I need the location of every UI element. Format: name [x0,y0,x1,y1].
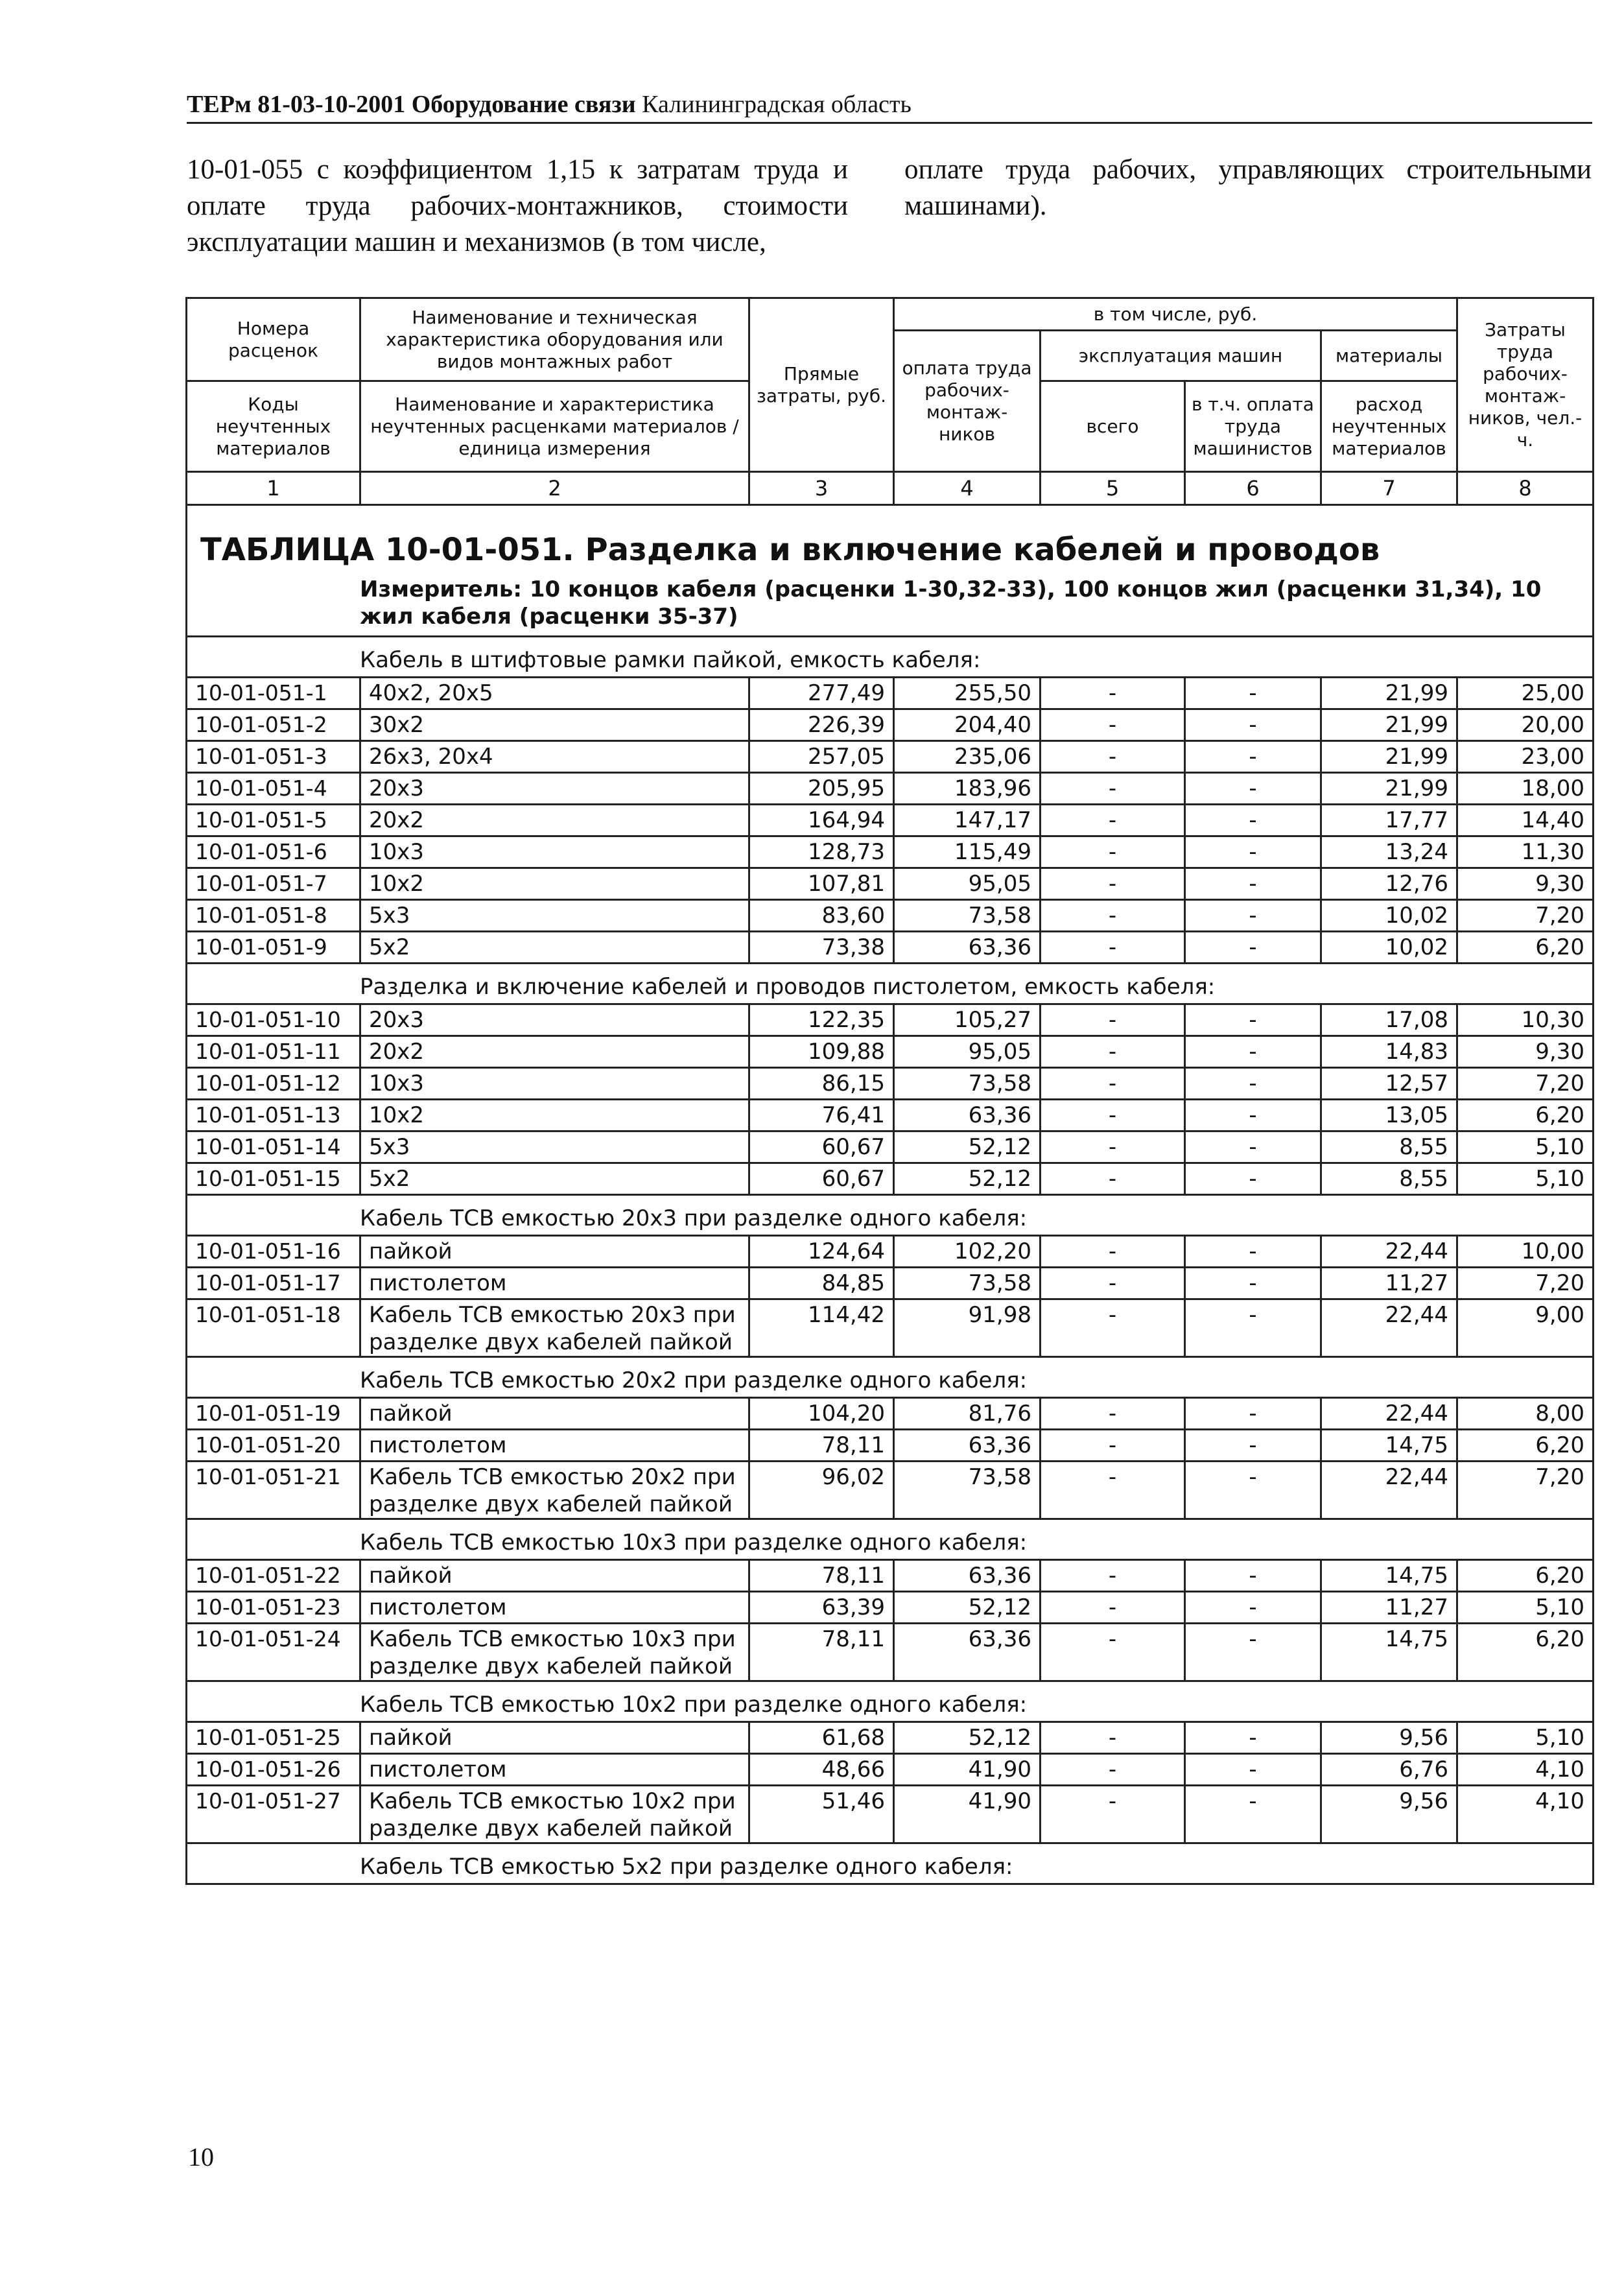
table-row [187,836,1594,868]
materials-cell: 11,27 [1321,1268,1457,1299]
labor-hours-cell: 20,00 [1457,709,1594,741]
table-row [187,678,1594,709]
column-numbers-row [187,472,1594,505]
labor-hours-cell: 25,00 [1457,678,1594,709]
machines-total-cell: - [1041,1163,1185,1195]
rate-code-cell: 10-01-051-16 [187,1236,360,1268]
rate-code-cell: 10-01-051-24 [187,1624,360,1681]
group-title-row [187,1843,1594,1884]
machines-total-cell: - [1041,836,1185,868]
column-number: 7 [1321,472,1457,505]
column-number: 3 [749,472,894,505]
machines-total-cell: - [1041,805,1185,836]
rate-code-cell: 10-01-051-8 [187,900,360,932]
rate-code-cell: 10-01-051-17 [187,1268,360,1299]
labor-pay-cell: 147,17 [894,805,1041,836]
machinists-pay-cell: - [1185,1163,1321,1195]
machinists-pay-cell: - [1185,1430,1321,1462]
rate-code-cell: 10-01-051-22 [187,1560,360,1592]
work-name-cell: 20х2 [360,1036,749,1068]
machinists-pay-cell: - [1185,1299,1321,1357]
labor-pay-cell: 204,40 [894,709,1041,741]
table-row [187,1100,1594,1131]
table-row [187,1430,1594,1462]
machinists-pay-cell: - [1185,836,1321,868]
direct-costs-cell: 86,15 [749,1068,894,1100]
machines-total-cell: - [1041,932,1185,964]
header-total: всего [1041,381,1185,472]
rate-code-cell: 10-01-051-14 [187,1131,360,1163]
labor-pay-cell: 105,27 [894,1004,1041,1036]
machinists-pay-cell: - [1185,1592,1321,1624]
machines-total-cell: - [1041,1560,1185,1592]
rate-code-cell: 10-01-051-15 [187,1163,360,1195]
table-header [187,298,1594,505]
work-name-cell: 20х3 [360,773,749,805]
table-row [187,1592,1594,1624]
materials-cell: 17,77 [1321,805,1457,836]
labor-hours-cell: 5,10 [1457,1163,1594,1195]
column-number: 1 [187,472,360,505]
work-name-cell: пистолетом [360,1430,749,1462]
direct-costs-cell: 48,66 [749,1754,894,1786]
work-name-cell: пистолетом [360,1754,749,1786]
rate-code-cell: 10-01-051-26 [187,1754,360,1786]
direct-costs-cell: 51,46 [749,1786,894,1843]
labor-pay-cell: 63,36 [894,1560,1041,1592]
table-row [187,1786,1594,1843]
materials-cell: 8,55 [1321,1131,1457,1163]
group-title: Кабель в штифтовые рамки пайкой, емкость кабеля: [360,647,981,673]
materials-cell: 21,99 [1321,678,1457,709]
materials-cell: 17,08 [1321,1004,1457,1036]
labor-pay-cell: 95,05 [894,868,1041,900]
labor-hours-cell: 6,20 [1457,1560,1594,1592]
labor-pay-cell: 63,36 [894,1430,1041,1462]
group-title: Кабель ТСВ емкостью 5х2 при разделке одного кабеля: [360,1854,1013,1880]
machines-total-cell: - [1041,741,1185,773]
header-name-desc: Наименование и техническая характеристика оборудования или видов монтажных работ [360,298,749,381]
materials-cell: 11,27 [1321,1592,1457,1624]
table-row [187,1068,1594,1100]
rate-code-cell: 10-01-051-18 [187,1299,360,1357]
intro-right-text: оплате труда рабочих, управляющих строительными машинами). [904,154,1592,221]
measure-text [187,569,1592,635]
work-name-cell: пайкой [360,1560,749,1592]
group-title-row [187,964,1594,1004]
table-row [187,1462,1594,1519]
labor-pay-cell: 183,96 [894,773,1041,805]
machines-total-cell: - [1041,1722,1185,1754]
group-title-row [187,1519,1594,1560]
work-name-cell: 5х3 [360,900,749,932]
machinists-pay-cell: - [1185,932,1321,964]
labor-hours-cell: 18,00 [1457,773,1594,805]
labor-pay-cell: 91,98 [894,1299,1041,1357]
materials-cell: 14,75 [1321,1560,1457,1592]
header-rate-numbers: Номера расценок [187,298,360,381]
header-materials: материалы [1321,331,1457,381]
machinists-pay-cell: - [1185,1398,1321,1430]
labor-pay-cell: 95,05 [894,1036,1041,1068]
header-labor-costs: Затраты труда рабочих-монтаж-ников, чел.-ч. [1457,298,1594,472]
group-title-row [187,637,1594,678]
direct-costs-cell: 78,11 [749,1624,894,1681]
table-row [187,1131,1594,1163]
labor-hours-cell: 14,40 [1457,805,1594,836]
table-row [187,1236,1594,1268]
materials-cell: 9,56 [1321,1722,1457,1754]
labor-pay-cell: 73,58 [894,1268,1041,1299]
direct-costs-cell: 109,88 [749,1036,894,1068]
work-name-cell: 5х3 [360,1131,749,1163]
direct-costs-cell: 257,05 [749,741,894,773]
table-title: ТАБЛИЦА 10-01-051. Разделка и включение кабелей и проводов [200,532,1380,568]
labor-pay-cell: 115,49 [894,836,1041,868]
machines-total-cell: - [1041,1268,1185,1299]
rate-code-cell: 10-01-051-7 [187,868,360,900]
rate-code-cell: 10-01-051-12 [187,1068,360,1100]
labor-hours-cell: 10,00 [1457,1236,1594,1268]
labor-pay-cell: 41,90 [894,1754,1041,1786]
header-materials-use: расход неучтенных материалов [1321,381,1457,472]
machines-total-cell: - [1041,1624,1185,1681]
table-row [187,1299,1594,1357]
table-row [187,709,1594,741]
direct-costs-cell: 164,94 [749,805,894,836]
labor-pay-cell: 41,90 [894,1786,1041,1843]
labor-pay-cell: 63,36 [894,1624,1041,1681]
table-row [187,1036,1594,1068]
machines-total-cell: - [1041,1036,1185,1068]
work-name-cell: 20х3 [360,1004,749,1036]
machines-total-cell: - [1041,1398,1185,1430]
work-name-cell: пистолетом [360,1268,749,1299]
header-codes: Коды неучтенных материалов [187,381,360,472]
direct-costs-cell: 122,35 [749,1004,894,1036]
materials-cell: 14,83 [1321,1036,1457,1068]
rate-code-cell: 10-01-051-19 [187,1398,360,1430]
machines-total-cell: - [1041,1754,1185,1786]
page-number: 10 [188,2142,214,2172]
column-number: 6 [1185,472,1321,505]
column-number: 8 [1457,472,1594,505]
machinists-pay-cell: - [1185,900,1321,932]
header-direct-costs: Прямые затраты, руб. [749,298,894,472]
labor-pay-cell: 81,76 [894,1398,1041,1430]
labor-pay-cell: 63,36 [894,1100,1041,1131]
direct-costs-cell: 84,85 [749,1268,894,1299]
labor-hours-cell: 6,20 [1457,1624,1594,1681]
intro-left-text: 10-01-055 с коэффициентом 1,15 к затратам труда и оплате труда рабочих-монтажников, стоимости эксплуатации машин и механизмов (в том числе, [187,154,848,257]
rate-code-cell: 10-01-051-10 [187,1004,360,1036]
materials-cell: 13,24 [1321,836,1457,868]
machinists-pay-cell: - [1185,1068,1321,1100]
table-row [187,773,1594,805]
labor-hours-cell: 5,10 [1457,1592,1594,1624]
direct-costs-cell: 277,49 [749,678,894,709]
machinists-pay-cell: - [1185,1754,1321,1786]
machinists-pay-cell: - [1185,1131,1321,1163]
machinists-pay-cell: - [1185,868,1321,900]
header-incl-machinists: в т.ч. оплата труда машинистов [1185,381,1321,472]
work-name-cell: Кабель ТСВ емкостью 20х2 при разделке двух кабелей пайкой [360,1462,749,1519]
machines-total-cell: - [1041,709,1185,741]
table-row [187,868,1594,900]
machines-total-cell: - [1041,1131,1185,1163]
measure-value: 10 концов кабеля (расценки 1-30,32-33), 100 концов жил (расценки 31,34), 10 жил кабеля (расценки 35-37) [360,576,1542,630]
labor-pay-cell: 235,06 [894,741,1041,773]
labor-hours-cell: 23,00 [1457,741,1594,773]
direct-costs-cell: 114,42 [749,1299,894,1357]
labor-hours-cell: 6,20 [1457,1430,1594,1462]
machinists-pay-cell: - [1185,1100,1321,1131]
table-row [187,900,1594,932]
direct-costs-cell: 63,39 [749,1592,894,1624]
direct-costs-cell: 61,68 [749,1722,894,1754]
labor-hours-cell: 4,10 [1457,1786,1594,1843]
labor-hours-cell: 7,20 [1457,1068,1594,1100]
labor-hours-cell: 5,10 [1457,1722,1594,1754]
materials-cell: 22,44 [1321,1398,1457,1430]
labor-pay-cell: 73,58 [894,1462,1041,1519]
rate-code-cell: 10-01-051-4 [187,773,360,805]
labor-pay-cell: 63,36 [894,932,1041,964]
machines-total-cell: - [1041,1004,1185,1036]
rate-code-cell: 10-01-051-5 [187,805,360,836]
machines-total-cell: - [1041,1068,1185,1100]
work-name-cell: 10х3 [360,836,749,868]
rate-code-cell: 10-01-051-23 [187,1592,360,1624]
rate-code-cell: 10-01-051-11 [187,1036,360,1068]
machines-total-cell: - [1041,678,1185,709]
materials-cell: 21,99 [1321,741,1457,773]
direct-costs-cell: 73,38 [749,932,894,964]
labor-hours-cell: 10,30 [1457,1004,1594,1036]
group-title: Кабель ТСВ емкостью 20х2 при разделке одного кабеля: [360,1367,1028,1393]
table-row [187,932,1594,964]
machinists-pay-cell: - [1185,1462,1321,1519]
direct-costs-cell: 78,11 [749,1560,894,1592]
labor-hours-cell: 11,30 [1457,836,1594,868]
direct-costs-cell: 107,81 [749,868,894,900]
group-title-row [187,1681,1594,1722]
direct-costs-cell: 76,41 [749,1100,894,1131]
document-code: ТЕРм 81-03-10-2001 [187,91,406,118]
materials-cell: 21,99 [1321,773,1457,805]
direct-costs-cell: 128,73 [749,836,894,868]
machines-total-cell: - [1041,1430,1185,1462]
direct-costs-cell: 60,67 [749,1163,894,1195]
machines-total-cell: - [1041,1236,1185,1268]
rate-code-cell: 10-01-051-9 [187,932,360,964]
materials-cell: 14,75 [1321,1624,1457,1681]
materials-cell: 14,75 [1321,1430,1457,1462]
labor-pay-cell: 52,12 [894,1722,1041,1754]
direct-costs-cell: 83,60 [749,900,894,932]
machines-total-cell: - [1041,1786,1185,1843]
work-name-cell: 26х3, 20х4 [360,741,749,773]
materials-cell: 12,57 [1321,1068,1457,1100]
work-name-cell: 20х2 [360,805,749,836]
labor-hours-cell: 4,10 [1457,1754,1594,1786]
header-machines: эксплуатация машин [1041,331,1321,381]
work-name-cell: 30х2 [360,709,749,741]
materials-cell: 12,76 [1321,868,1457,900]
rates-table [185,297,1594,1885]
table-row [187,1624,1594,1681]
work-name-cell: Кабель ТСВ емкостью 10х2 при разделке двух кабелей пайкой [360,1786,749,1843]
work-name-cell: 5х2 [360,932,749,964]
labor-pay-cell: 255,50 [894,678,1041,709]
table-row [187,1004,1594,1036]
machines-total-cell: - [1041,773,1185,805]
work-name-cell: 40х2, 20х5 [360,678,749,709]
header-labor-pay: оплата труда рабочих-монтаж-ников [894,331,1041,472]
machinists-pay-cell: - [1185,709,1321,741]
machinists-pay-cell: - [1185,773,1321,805]
machinists-pay-cell: - [1185,805,1321,836]
labor-pay-cell: 102,20 [894,1236,1041,1268]
page-header [187,89,1592,124]
work-name-cell: Кабель ТСВ емкостью 20х3 при разделке двух кабелей пайкой [360,1299,749,1357]
rate-code-cell: 10-01-051-20 [187,1430,360,1462]
materials-cell: 21,99 [1321,709,1457,741]
labor-pay-cell: 52,12 [894,1592,1041,1624]
machinists-pay-cell: - [1185,741,1321,773]
direct-costs-cell: 124,64 [749,1236,894,1268]
machines-total-cell: - [1041,1592,1185,1624]
column-number: 4 [894,472,1041,505]
direct-costs-cell: 205,95 [749,773,894,805]
labor-hours-cell: 7,20 [1457,1462,1594,1519]
machines-total-cell: - [1041,900,1185,932]
materials-cell: 22,44 [1321,1299,1457,1357]
labor-hours-cell: 9,30 [1457,1036,1594,1068]
machinists-pay-cell: - [1185,1268,1321,1299]
machinists-pay-cell: - [1185,1786,1321,1843]
machinists-pay-cell: - [1185,1722,1321,1754]
rate-code-cell: 10-01-051-3 [187,741,360,773]
work-name-cell: пайкой [360,1236,749,1268]
labor-hours-cell: 7,20 [1457,900,1594,932]
group-title: Кабель ТСВ емкостью 20х3 при разделке одного кабеля: [360,1205,1028,1231]
labor-hours-cell: 5,10 [1457,1131,1594,1163]
machinists-pay-cell: - [1185,1004,1321,1036]
table-title-row [187,505,1594,637]
materials-cell: 8,55 [1321,1163,1457,1195]
table-row [187,1722,1594,1754]
intro-left-column [187,152,848,261]
work-name-cell: пайкой [360,1722,749,1754]
column-number: 5 [1041,472,1185,505]
labor-pay-cell: 73,58 [894,900,1041,932]
rate-code-cell: 10-01-051-6 [187,836,360,868]
table-body [187,505,1594,1884]
table-row [187,1754,1594,1786]
direct-costs-cell: 78,11 [749,1430,894,1462]
group-title: Кабель ТСВ емкостью 10х3 при разделке одного кабеля: [360,1530,1028,1556]
document-region: Калининградская область [642,91,912,118]
direct-costs-cell: 96,02 [749,1462,894,1519]
labor-pay-cell: 52,12 [894,1163,1041,1195]
machinists-pay-cell: - [1185,678,1321,709]
materials-cell: 6,76 [1321,1754,1457,1786]
work-name-cell: Кабель ТСВ емкостью 10х3 при разделке двух кабелей пайкой [360,1624,749,1681]
group-title-row [187,1357,1594,1398]
table-row [187,805,1594,836]
group-title: Кабель ТСВ емкостью 10х2 при разделке одного кабеля: [360,1692,1028,1718]
work-name-cell: пистолетом [360,1592,749,1624]
materials-cell: 10,02 [1321,900,1457,932]
table-row [187,1398,1594,1430]
header-incl: в том числе, руб. [894,298,1457,331]
work-name-cell: 10х2 [360,1100,749,1131]
table-row [187,741,1594,773]
labor-hours-cell: 9,00 [1457,1299,1594,1357]
labor-hours-cell: 7,20 [1457,1268,1594,1299]
measure-label: Измеритель: [360,576,530,602]
machines-total-cell: - [1041,1299,1185,1357]
machinists-pay-cell: - [1185,1560,1321,1592]
group-title: Разделка и включение кабелей и проводов пистолетом, емкость кабеля: [360,974,1216,1000]
materials-cell: 22,44 [1321,1462,1457,1519]
labor-hours-cell: 6,20 [1457,932,1594,964]
rate-code-cell: 10-01-051-2 [187,709,360,741]
materials-cell: 22,44 [1321,1236,1457,1268]
labor-hours-cell: 9,30 [1457,868,1594,900]
rate-code-cell: 10-01-051-13 [187,1100,360,1131]
machinists-pay-cell: - [1185,1036,1321,1068]
direct-costs-cell: 104,20 [749,1398,894,1430]
labor-pay-cell: 52,12 [894,1131,1041,1163]
labor-hours-cell: 8,00 [1457,1398,1594,1430]
rate-code-cell: 10-01-051-25 [187,1722,360,1754]
group-title-row [187,1195,1594,1236]
machines-total-cell: - [1041,1462,1185,1519]
direct-costs-cell: 60,67 [749,1131,894,1163]
rate-code-cell: 10-01-051-1 [187,678,360,709]
table-row [187,1560,1594,1592]
column-number: 2 [360,472,749,505]
rate-code-cell: 10-01-051-27 [187,1786,360,1843]
machinists-pay-cell: - [1185,1236,1321,1268]
direct-costs-cell: 226,39 [749,709,894,741]
labor-hours-cell: 6,20 [1457,1100,1594,1131]
work-name-cell: 10х3 [360,1068,749,1100]
machines-total-cell: - [1041,868,1185,900]
work-name-cell: 5х2 [360,1163,749,1195]
materials-cell: 13,05 [1321,1100,1457,1131]
table-row [187,1163,1594,1195]
machinists-pay-cell: - [1185,1624,1321,1681]
rate-code-cell: 10-01-051-21 [187,1462,360,1519]
header-name-materials: Наименование и характеристика неучтенных расценками материалов / единица измерения [360,381,749,472]
labor-pay-cell: 73,58 [894,1068,1041,1100]
document-title: Оборудование связи [411,91,636,118]
work-name-cell: 10х2 [360,868,749,900]
work-name-cell: пайкой [360,1398,749,1430]
intro-right-column [904,152,1592,224]
materials-cell: 9,56 [1321,1786,1457,1843]
table-row [187,1268,1594,1299]
materials-cell: 10,02 [1321,932,1457,964]
machines-total-cell: - [1041,1100,1185,1131]
